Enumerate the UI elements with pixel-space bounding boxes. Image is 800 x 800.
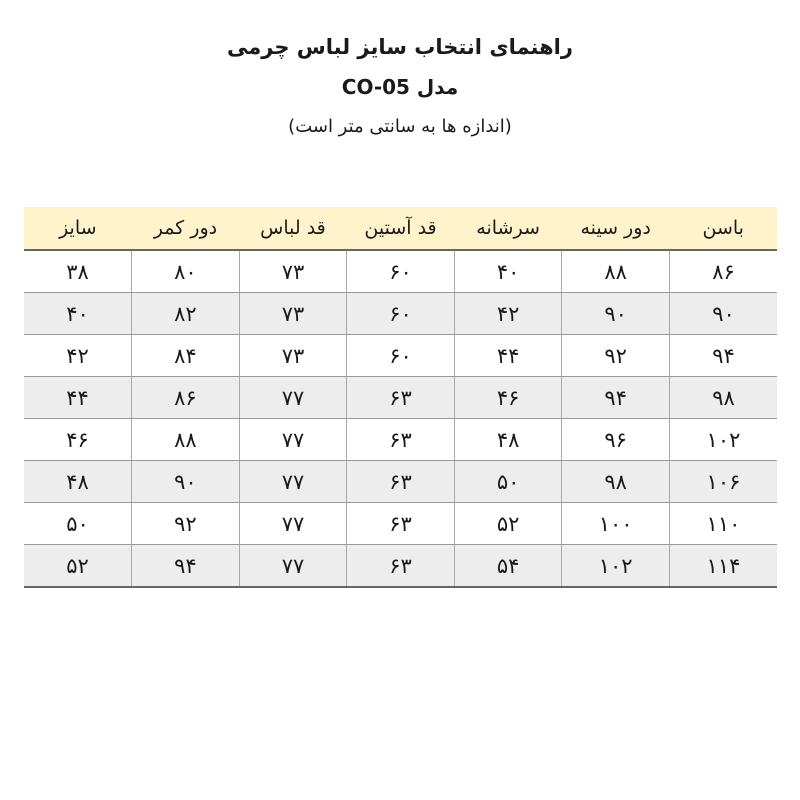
cell-hip: ۹۰ (669, 293, 777, 335)
cell-hip: ۸۶ (669, 250, 777, 293)
cell-chest: ۹۶ (562, 419, 670, 461)
header-shoulder: سرشانه (454, 207, 562, 250)
cell-sleeve-length: ۶۰ (347, 335, 455, 377)
cell-sleeve-length: ۶۳ (347, 419, 455, 461)
cell-garment-length: ۷۳ (239, 293, 347, 335)
cell-sleeve-length: ۶۰ (347, 293, 455, 335)
table-row (24, 545, 777, 588)
cell-chest: ۹۴ (562, 377, 670, 419)
table-row (24, 461, 777, 503)
cell-hip: ۱۰۲ (669, 419, 777, 461)
header-waist: دور کمر (132, 207, 240, 250)
cell-shoulder: ۵۰ (454, 461, 562, 503)
cell-garment-length: ۷۷ (239, 461, 347, 503)
cell-waist: ۸۶ (132, 377, 240, 419)
table-row (24, 335, 777, 377)
cell-hip: ۱۱۴ (669, 545, 777, 588)
cell-chest: ۱۰۲ (562, 545, 670, 588)
cell-garment-length: ۷۷ (239, 377, 347, 419)
cell-shoulder: ۴۲ (454, 293, 562, 335)
header-sleeve-length: قد آستین (347, 207, 455, 250)
table-header-row (24, 207, 777, 250)
cell-size: ۵۲ (24, 545, 132, 588)
size-table (24, 207, 777, 588)
header-garment-length: قد لباس (239, 207, 347, 250)
cell-chest: ۸۸ (562, 250, 670, 293)
header-size: سایز (24, 207, 132, 250)
cell-shoulder: ۴۶ (454, 377, 562, 419)
cell-chest: ۹۰ (562, 293, 670, 335)
cell-sleeve-length: ۶۳ (347, 503, 455, 545)
page-title: راهنمای انتخاب سایز لباس چرمی (227, 35, 573, 59)
cell-size: ۴۲ (24, 335, 132, 377)
cell-shoulder: ۴۸ (454, 419, 562, 461)
cell-hip: ۱۰۶ (669, 461, 777, 503)
cell-waist: ۸۲ (132, 293, 240, 335)
cell-size: ۴۰ (24, 293, 132, 335)
cell-sleeve-length: ۶۳ (347, 461, 455, 503)
cell-waist: ۸۸ (132, 419, 240, 461)
header-hip: باسن (669, 207, 777, 250)
cell-waist: ۸۰ (132, 250, 240, 293)
cell-size: ۴۶ (24, 419, 132, 461)
cell-shoulder: ۵۲ (454, 503, 562, 545)
cell-garment-length: ۷۷ (239, 503, 347, 545)
model-label: مدل CO-05 (341, 75, 459, 99)
unit-note: (اندازه ها به سانتی متر است) (288, 116, 512, 137)
cell-hip: ۱۱۰ (669, 503, 777, 545)
cell-chest: ۹۲ (562, 335, 670, 377)
cell-size: ۳۸ (24, 250, 132, 293)
cell-sleeve-length: ۶۳ (347, 545, 455, 588)
table-row (24, 250, 777, 293)
table-row (24, 293, 777, 335)
cell-garment-length: ۷۷ (239, 545, 347, 588)
cell-chest: ۱۰۰ (562, 503, 670, 545)
table-row (24, 503, 777, 545)
cell-size: ۴۴ (24, 377, 132, 419)
cell-waist: ۹۴ (132, 545, 240, 588)
cell-shoulder: ۴۴ (454, 335, 562, 377)
cell-waist: ۹۰ (132, 461, 240, 503)
cell-sleeve-length: ۶۰ (347, 250, 455, 293)
cell-hip: ۹۴ (669, 335, 777, 377)
cell-garment-length: ۷۳ (239, 335, 347, 377)
table-row (24, 419, 777, 461)
cell-shoulder: ۴۰ (454, 250, 562, 293)
cell-waist: ۹۲ (132, 503, 240, 545)
cell-hip: ۹۸ (669, 377, 777, 419)
cell-shoulder: ۵۴ (454, 545, 562, 588)
cell-garment-length: ۷۳ (239, 250, 347, 293)
cell-sleeve-length: ۶۳ (347, 377, 455, 419)
cell-garment-length: ۷۷ (239, 419, 347, 461)
cell-size: ۵۰ (24, 503, 132, 545)
cell-waist: ۸۴ (132, 335, 240, 377)
table-row (24, 377, 777, 419)
cell-chest: ۹۸ (562, 461, 670, 503)
cell-size: ۴۸ (24, 461, 132, 503)
header-chest: دور سینه (562, 207, 670, 250)
